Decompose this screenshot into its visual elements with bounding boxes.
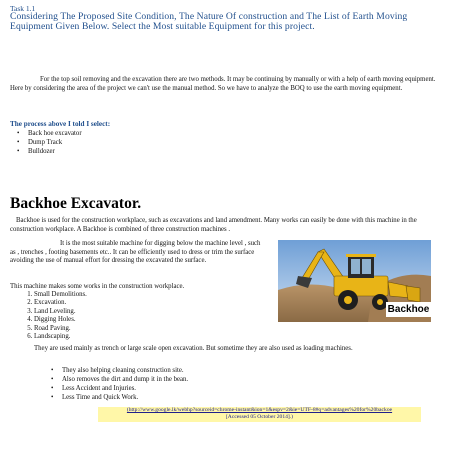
- usage-paragraph: They are used mainly as trench or large scale open excavation. But sometime they are also used as loading machines.: [34, 345, 353, 352]
- works-list: [12, 291, 87, 341]
- reference-citation: [98, 407, 421, 422]
- list-item: 2. Excavation.: [34, 299, 87, 307]
- section-paragraph-1: Backhoe is used for the construction workplace, such as excavations and land amendment. Many works can easily be done with this machine in the construction workplace. A Backhoe is combined of three construction machines .: [10, 217, 417, 233]
- reference-accessed-date: [Accessed 05 October 2014].): [225, 414, 294, 420]
- intro-paragraph: For the top soil removing and the excavation there are two methods. It may be continuing by manually or with a help of earth moving equipment. Here by considering the area of the project we can't use the manual method. So we have to analyze the BOQ to use the earth moving equipment.: [10, 76, 436, 92]
- list-item: • They also helping cleaning construction site.: [46, 366, 188, 375]
- benefits-list: [46, 366, 188, 402]
- section-title: Backhoe Excavator.: [10, 195, 142, 212]
- list-item: • Less Time and Quick Work.: [46, 393, 188, 402]
- list-item: 1. Small Demolitions.: [34, 291, 87, 299]
- list-item: 4. Digging Holes.: [34, 316, 87, 324]
- reference-link[interactable]: (http://www.google.lk/webhp?sourceid=chrome-instant&ion=1&espv=2&ie=UTF-8#q=advantages%20for%20backoe: [126, 407, 393, 413]
- list-item: • Back hoe excavator: [12, 129, 82, 138]
- list-item: 3. Land Leveling.: [34, 308, 87, 316]
- task-heading: Considering The Proposed Site Condition, The Nature Of construction and The List of Earth Moving Equipment Given Below. Select the Most suitable Equipment for this project.: [10, 11, 408, 33]
- list-item: • Dump Track: [12, 138, 82, 147]
- section-paragraph-2: It is the most suitable machine for digging below the machine level , such as , trenches , footing basements etc.. It can be efficiently used to dress or trim the surface avoiding the use of manual effort for dressing the excavated the surface.: [10, 240, 261, 265]
- list-item: • Less Accident and Injuries.: [46, 384, 188, 393]
- process-heading: The process above I told I select:: [10, 120, 111, 128]
- list-item: • Also removes the dirt and dump it in the bean.: [46, 375, 188, 384]
- image-caption: Backhoe: [387, 304, 430, 315]
- list-item: 6. Landscaping.: [34, 333, 87, 341]
- list-item: 5. Road Paving.: [34, 325, 87, 333]
- task-label: Task 1.1: [10, 4, 36, 13]
- list-item: • Bulldozer: [12, 147, 82, 156]
- works-intro: This machine makes some works in the construction workplace.: [10, 283, 185, 290]
- selected-equipment-list: [12, 129, 82, 156]
